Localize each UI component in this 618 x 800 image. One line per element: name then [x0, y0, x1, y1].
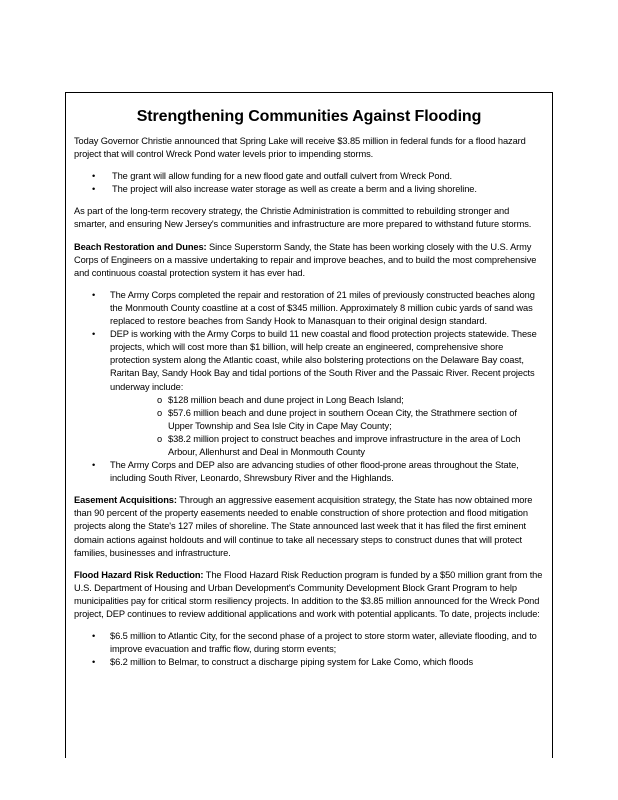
flood-text: The Flood Hazard Risk Reduction program is funded by a $50 million grant from the U.S. Department of Housing and Urban Development's Community Development Block Grant Program to help municipalities pay for critical storm resiliency projects. In addition to the $3.85 million announced for the Wreck Pond project, DEP continues to review additional applications and work with potential applicants. To date, projects include: — [74, 569, 543, 619]
easement-text: Through an aggressive easement acquisition strategy, the State has now obtained more than 90 percent of the property easements needed to enable construction of shore protection and flood mitigation projects along the State's 127 miles of shoreline. The State announced last week that it has filed the first eminent domain actions against holdouts and will continue to take all necessary steps to construct dunes that will protect families, businesses and infrastructure. — [74, 495, 533, 558]
list-item: • $6.5 million to Atlantic City, for the second phase of a project to store storm water, alleviate flooding, and to improve evacuation and traffic flow, during storm events; — [92, 631, 537, 655]
beach-paragraph — [74, 241, 544, 280]
list-item: • $6.2 million to Belmar, to construct a discharge piping system for Lake Como, which floods — [74, 656, 544, 669]
bullet-icon: • — [92, 460, 96, 471]
intro-paragraph: Today Governor Christie announced that Spring Lake will receive $3.85 million in federal funds for a flood hazard project that will control Wreck Pond water levels prior to impending storms. — [74, 136, 526, 160]
circle-bullet-icon: o — [157, 407, 163, 418]
document-frame — [65, 92, 553, 758]
intro-bullet-list — [74, 170, 544, 196]
bullet-icon: • — [92, 171, 96, 182]
strategy-paragraph: As part of the long-term recovery strategy, the Christie Administration is committed to rebuilding stronger and smarter, and ensuring New Jersey's communities and infrastructure are more prepared to withstand future storms. — [74, 206, 532, 230]
bullet-icon: • — [92, 184, 96, 195]
beach-heading: Beach Restoration and Dunes: — [74, 241, 207, 252]
bullet-icon: • — [92, 631, 96, 642]
list-item: • The project will also increase water storage as well as create a berm and a living shoreline. — [74, 183, 544, 196]
circle-bullet-icon: o — [157, 433, 163, 444]
list-item: • The Army Corps completed the repair and restoration of 21 miles of previously constructed beaches along the Monmouth County coastline at a cost of $345 million. Approximately 8 million cubic yards of sand was replaced to restore beaches from Sandy Hook to Manasquan to their original design standard. — [92, 289, 535, 327]
beach-bullet-list — [74, 289, 544, 485]
list-item: • The grant will allow funding for a new flood gate and outfall culvert from Wreck Pond. — [74, 170, 544, 183]
bullet-icon: • — [92, 329, 96, 340]
sub-list-item: o $38.2 million project to construct beaches and improve infrastructure in the area of Loch Arbour, Allenhurst and Deal in Monmouth County — [157, 433, 521, 457]
page-title: Strengthening Communities Against Flooding — [136, 108, 482, 125]
easement-heading: Easement Acquisitions: — [74, 495, 177, 506]
flood-bullet-list — [74, 630, 544, 669]
list-item: • The Army Corps and DEP also are advancing studies of other flood-prone areas throughout the State, including South River, Leonardo, Shrewsbury River and the Highlands. — [92, 460, 519, 484]
sub-list-item: o $128 million beach and dune project in Long Beach Island; — [110, 394, 544, 407]
flood-heading: Flood Hazard Risk Reduction: — [74, 569, 204, 580]
sub-bullet-list — [110, 394, 544, 459]
sub-list-item: o $57.6 million beach and dune project in southern Ocean City, the Strathmere section of Upper Township and Sea Isle City in Cape May County; — [157, 407, 517, 431]
list-item: • DEP is working with the Army Corps to build 11 new coastal and flood protection projects statewide. These projects, which will cost more than $1 billion, will help create an engineered, comprehensive shore protection system along the Atlantic coast, while also bolstering protections on the Delaware Bay coast, Raritan Bay, Sandy Hook Bay and tidal portions of the South River and the Passaic River. Recent projects underway include: o $128 million beach and dune project in Long Beach Island; o $57.6 million beach and dune project in southern Ocean City, the Strathmere section of Upper Township and Sea Isle City in Cape May County; o $38.2 million project to construct beaches and improve infrastructure in the area of Loch Arbour, Allenhurst and Deal in Monmouth County — [74, 328, 544, 459]
easement-paragraph — [74, 494, 544, 559]
flood-paragraph — [74, 569, 544, 621]
bullet-icon: • — [92, 289, 96, 300]
beach-text: Since Superstorm Sandy, the State has been working closely with the U.S. Army Corps of Engineers on a massive undertaking to repair and improve beaches, and to build the most comprehensive and continuous coastal protection system it has ever had. — [74, 241, 537, 278]
bullet-icon: • — [92, 657, 96, 668]
circle-bullet-icon: o — [157, 394, 163, 405]
